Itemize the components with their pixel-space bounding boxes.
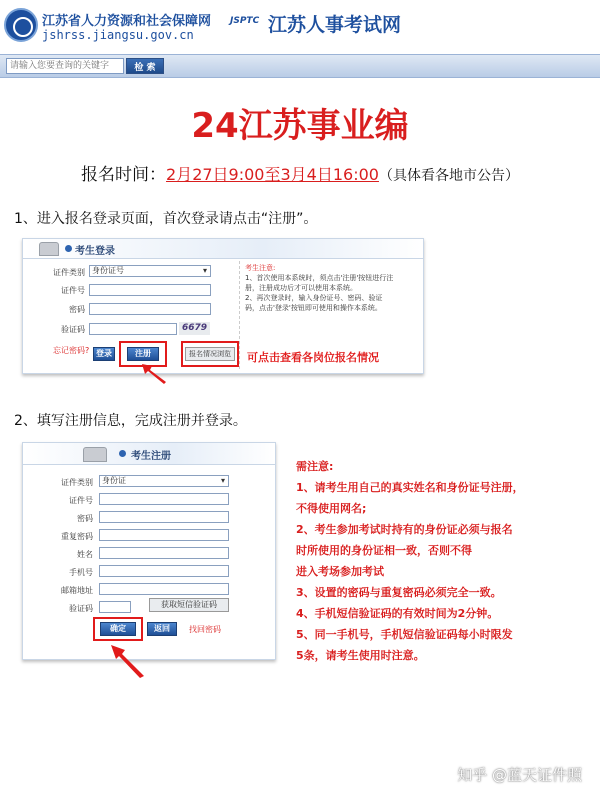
id-type-value: 身份证 — [102, 476, 126, 485]
arrow-icon — [108, 642, 148, 678]
sms-captcha-input[interactable] — [99, 601, 131, 613]
notice-line: 码，点击'登录'按钮即可使用和操作本系统。 — [245, 304, 382, 312]
phone-input[interactable] — [99, 565, 229, 577]
chevron-down-icon: ▾ — [202, 266, 207, 275]
browse-registration-button[interactable]: 报名情况浏览 — [185, 347, 235, 361]
note-line: 3、设置的密码与重复密码必须完全一致。 — [296, 586, 502, 599]
name-input[interactable] — [99, 547, 229, 559]
note-line: 2、考生参加考试时持有的身份证必须与报名 — [296, 523, 513, 536]
step2-instruction: 2、填写注册信息，完成注册并登录。 — [14, 413, 247, 429]
id-number-label: 证件号 — [61, 286, 85, 295]
bullet-icon — [119, 450, 126, 457]
search-button[interactable]: 检 索 — [126, 58, 164, 74]
note-line: 5条，请考生使用时注意。 — [296, 649, 425, 662]
registration-time-value: 2月27日9:00至3月4日16:00 — [166, 165, 379, 184]
notice-title: 考生注意: — [245, 264, 276, 272]
jsptc-logo: JSPTC — [230, 16, 260, 26]
notice-line: 册，注册成功后才可以使用本系统。 — [245, 284, 357, 292]
email-label: 邮箱地址 — [61, 586, 93, 595]
email-input[interactable] — [99, 583, 229, 595]
registration-time-label: 报名时间： — [81, 165, 167, 185]
note-line: 时所使用的身份证相一致，否则不得 — [296, 544, 472, 557]
search-bar — [0, 54, 600, 78]
id-type-label: 证件类别 — [61, 478, 93, 487]
arrow-icon — [140, 362, 168, 384]
sms-captcha-label: 验证码 — [69, 604, 93, 613]
login-notice — [245, 263, 417, 313]
repeat-password-input[interactable] — [99, 529, 229, 541]
id-type-select[interactable] — [89, 265, 211, 277]
site-name[interactable]: 江苏人事考试网 — [268, 14, 402, 36]
login-panel-title: 考生登录 — [75, 246, 115, 257]
org-name[interactable]: 江苏省人力资源和社会保障网 — [42, 14, 212, 29]
id-number-input[interactable] — [89, 284, 211, 296]
register-panel — [22, 442, 276, 660]
id-type-label: 证件类别 — [53, 268, 85, 277]
step1-instruction: 1、进入报名登录页面，首次登录请点击“注册”。 — [14, 211, 318, 227]
phone-label: 手机号 — [69, 568, 93, 577]
browse-side-note: 可点击查看各岗位报名情况 — [247, 351, 379, 364]
password-input[interactable] — [89, 303, 211, 315]
password-label: 密码 — [69, 305, 85, 314]
note-line: 1、请考生用自己的真实姓名和身份证号注册， — [296, 481, 524, 494]
panel-divider — [239, 261, 240, 369]
laptop-icon — [83, 447, 107, 462]
site-header — [0, 0, 600, 52]
repeat-password-label: 重复密码 — [61, 532, 93, 541]
register-panel-title: 考生注册 — [131, 451, 171, 462]
org-url[interactable]: jshrss.jiangsu.gov.cn — [42, 28, 194, 42]
login-panel-header — [23, 239, 423, 259]
password-input[interactable] — [99, 511, 229, 523]
register-button[interactable]: 注册 — [127, 347, 159, 361]
registration-time — [0, 160, 600, 185]
gov-seal-icon — [4, 8, 38, 42]
notice-line: 2、再次登录时，输入身份证号、密码、验证 — [245, 294, 383, 302]
registration-notes — [296, 456, 592, 666]
get-sms-code-button[interactable]: 获取短信验证码 — [149, 598, 229, 612]
find-password-link[interactable]: 找回密码 — [189, 625, 221, 634]
search-input[interactable] — [6, 58, 124, 74]
note-line: 进入考场参加考试 — [296, 565, 384, 578]
note-line: 不得使用网名; — [296, 502, 367, 515]
notice-line: 1、首次使用本系统时，须点击'注册'按钮进行注 — [245, 274, 394, 282]
captcha-input[interactable] — [89, 323, 177, 335]
name-label: 姓名 — [77, 550, 93, 559]
forgot-password-link[interactable]: 忘记密码? — [53, 346, 90, 355]
id-number-input[interactable] — [99, 493, 229, 505]
id-number-label: 证件号 — [69, 496, 93, 505]
id-type-select[interactable] — [99, 475, 229, 487]
page-title: 24江苏事业编 — [191, 106, 409, 146]
registration-time-note: （具体看各地市公告） — [378, 168, 519, 184]
bullet-icon — [65, 245, 72, 252]
confirm-button[interactable]: 确定 — [100, 622, 136, 636]
back-button[interactable]: 返回 — [147, 622, 177, 636]
note-line: 4、手机短信验证码的有效时间为2分钟。 — [296, 607, 499, 620]
captcha-image[interactable]: 6679 — [179, 322, 210, 335]
id-type-value: 身份证号 — [92, 266, 124, 275]
password-label: 密码 — [77, 514, 93, 523]
chevron-down-icon: ▾ — [220, 476, 225, 485]
captcha-label: 验证码 — [61, 325, 85, 334]
watermark: 知乎 @蓝天证件照 — [457, 766, 582, 784]
note-line: 5、同一手机号，手机短信验证码每小时限发 — [296, 628, 513, 641]
note-line: 需注意: — [296, 460, 334, 473]
laptop-icon — [39, 242, 59, 256]
login-panel — [22, 238, 424, 374]
login-button[interactable]: 登录 — [93, 347, 115, 361]
register-panel-header — [23, 443, 275, 465]
